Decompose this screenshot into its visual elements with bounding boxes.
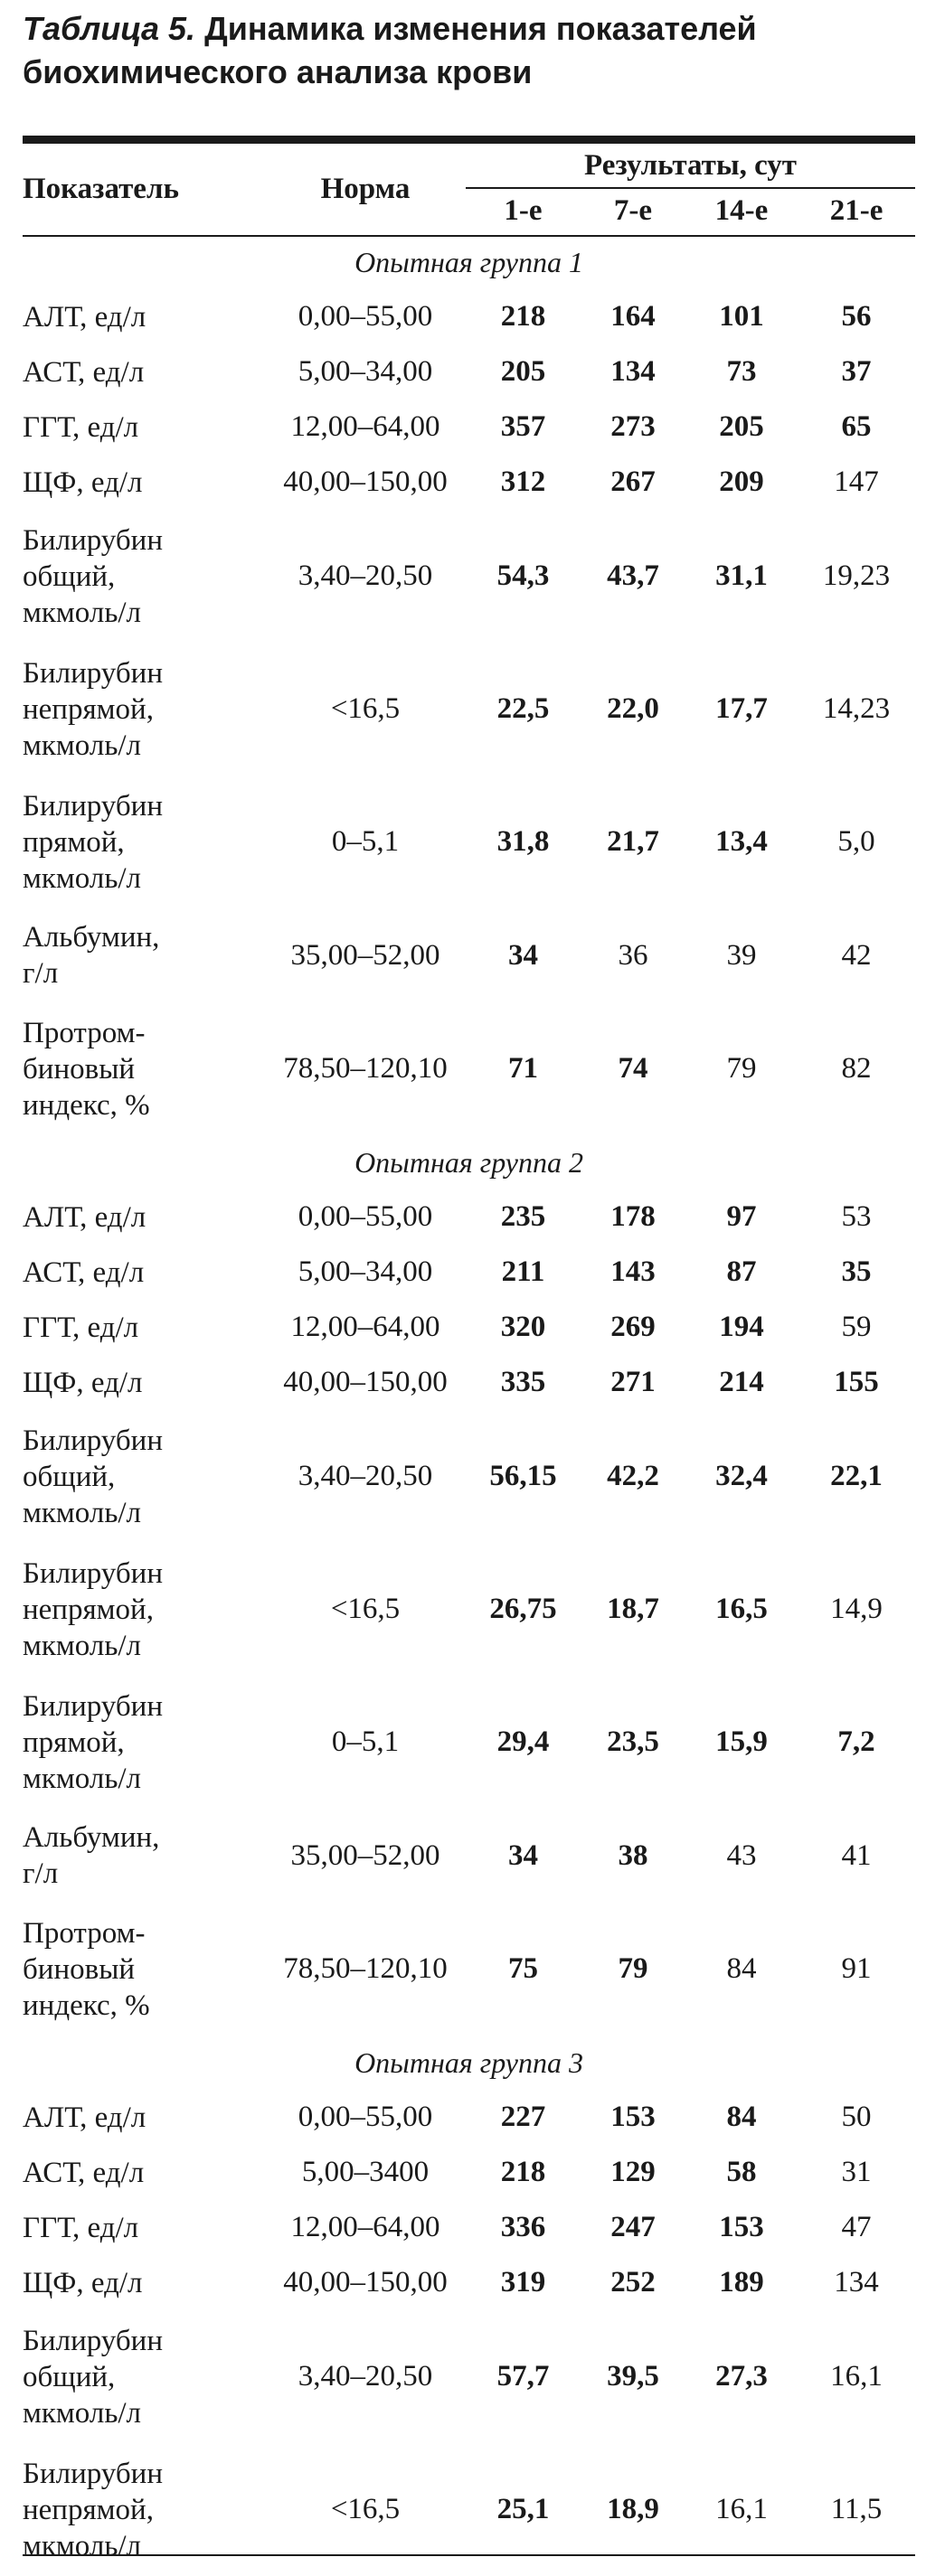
- result-value: 14,9: [830, 1593, 883, 1625]
- param-name: [23, 1903, 265, 2035]
- result-value: 74: [618, 1052, 648, 1085]
- result-value: 25,1: [496, 2493, 550, 2525]
- result-value: 38: [618, 1838, 648, 1872]
- param-name-line: Билирубин: [23, 523, 163, 557]
- caption-line-1: [23, 7, 909, 51]
- param-name-line: мкмоль/л: [23, 2529, 142, 2562]
- result-value: 205: [500, 355, 546, 388]
- result-value: 16,1: [830, 2360, 883, 2393]
- result-value: 22,5: [496, 692, 550, 725]
- table-body: [23, 235, 915, 2576]
- header-day-14: 14-е: [714, 194, 769, 227]
- result-value: 42,2: [607, 1460, 659, 1492]
- table-row: [23, 1189, 915, 1245]
- norm-value: 12,00–64,00: [290, 410, 440, 443]
- param-name: [23, 1543, 265, 1676]
- param-name-line: Альбумин,: [23, 1821, 160, 1854]
- result-value: 73: [726, 355, 757, 388]
- param-name-line: непрямой,: [23, 692, 154, 726]
- result-value: 58: [726, 2156, 757, 2188]
- result-value: 235: [500, 1200, 546, 1233]
- param-name-line: Билирубин: [23, 1424, 163, 1457]
- result-value: 50: [841, 2101, 872, 2133]
- result-value: 53: [841, 1200, 872, 1233]
- group-heading-row: [23, 2035, 915, 2090]
- result-value: 32,4: [715, 1460, 768, 1492]
- result-value: 43: [726, 1838, 757, 1872]
- param-name: [23, 643, 265, 776]
- table-row: [23, 1002, 915, 1135]
- result-value: 247: [610, 2211, 656, 2243]
- param-name: [23, 2200, 265, 2255]
- group-title: Опытная группа 1: [354, 245, 583, 278]
- norm-value: 0,00–55,00: [298, 300, 433, 333]
- result-value: 31: [841, 2156, 872, 2188]
- result-value: 153: [610, 2101, 656, 2133]
- norm-value: 3,40–20,50: [298, 1460, 433, 1492]
- param-name-line: прямой,: [23, 1725, 125, 1759]
- param-name-line: непрямой,: [23, 1593, 154, 1626]
- norm-value: 5,00–34,00: [298, 1255, 433, 1288]
- result-value: 91: [841, 1952, 872, 1985]
- result-value: 56,15: [489, 1460, 557, 1492]
- result-value: 57,7: [496, 2360, 550, 2393]
- param-name-line: АЛТ, ед/л: [23, 2101, 146, 2134]
- result-value: 7,2: [837, 1725, 875, 1758]
- result-value: 227: [500, 2101, 546, 2133]
- result-value: 87: [726, 1255, 757, 1288]
- result-value: 16,5: [715, 1593, 768, 1625]
- param-name-line: Билирубин: [23, 2457, 163, 2490]
- norm-value: <16,5: [330, 692, 401, 725]
- param-name-line: биновый: [23, 1052, 136, 1086]
- param-name-line: ЩФ, ед/л: [23, 465, 143, 499]
- table-row: [23, 1543, 915, 1676]
- param-name: [23, 510, 265, 643]
- result-value: 97: [726, 1200, 757, 1233]
- result-value: 153: [719, 2211, 764, 2243]
- result-value: 54,3: [496, 559, 550, 592]
- group-title: Опытная группа 2: [354, 1145, 583, 1179]
- table-row: [23, 1676, 915, 1809]
- param-name-line: АЛТ, ед/л: [23, 1200, 146, 1234]
- param-name: [23, 2443, 265, 2576]
- param-name-line: мкмоль/л: [23, 729, 142, 762]
- norm-value: 35,00–52,00: [290, 938, 440, 972]
- result-value: 17,7: [715, 692, 768, 725]
- result-value: 29,4: [496, 1725, 550, 1758]
- param-name-line: общий,: [23, 2360, 116, 2393]
- param-name-line: Билирубин: [23, 2324, 163, 2357]
- param-name-line: мкмоль/л: [23, 1762, 142, 1795]
- param-name-line: мкмоль/л: [23, 2396, 142, 2430]
- norm-value: <16,5: [330, 2493, 401, 2525]
- result-value: 129: [610, 2156, 656, 2188]
- param-name-line: АЛТ, ед/л: [23, 300, 146, 334]
- result-value: 79: [726, 1052, 757, 1085]
- result-value: 75: [508, 1952, 538, 1985]
- result-value: 273: [610, 410, 656, 443]
- param-name-line: Билирубин: [23, 1556, 163, 1590]
- param-name-line: г/л: [23, 1857, 59, 1890]
- result-value: 16,1: [715, 2493, 768, 2525]
- result-value: 37: [841, 355, 872, 388]
- param-name: [23, 2090, 265, 2145]
- header-day-1: 1-е: [504, 194, 543, 227]
- biochemistry-table: [23, 144, 915, 2576]
- table-row: [23, 289, 915, 344]
- result-value: 79: [618, 1952, 648, 1985]
- result-value: 39,5: [607, 2360, 659, 2393]
- table-row: [23, 455, 915, 510]
- caption-label: Таблица 5.: [23, 10, 196, 47]
- param-name-line: общий,: [23, 1460, 116, 1493]
- result-value: 84: [726, 1952, 757, 1985]
- norm-value: 12,00–64,00: [290, 1311, 440, 1343]
- norm-value: <16,5: [330, 1593, 401, 1625]
- param-name-line: ГГТ, ед/л: [23, 1311, 139, 1344]
- param-name-line: Билирубин: [23, 656, 163, 690]
- table-row: [23, 1300, 915, 1355]
- group-title: Опытная группа 3: [354, 2045, 583, 2079]
- param-name: [23, 1355, 265, 1410]
- result-value: 56: [841, 300, 872, 333]
- param-name-line: АСТ, ед/л: [23, 2156, 145, 2189]
- result-value: 47: [841, 2211, 872, 2243]
- param-name: [23, 1410, 265, 1543]
- table-row: [23, 643, 915, 776]
- result-value: 34: [508, 1838, 538, 1872]
- header-param: Показатель: [23, 173, 179, 205]
- result-value: 11,5: [830, 2493, 883, 2525]
- table-row: [23, 2443, 915, 2576]
- norm-value: 3,40–20,50: [298, 559, 433, 592]
- param-name: [23, 344, 265, 400]
- result-value: 43,7: [607, 559, 659, 592]
- result-value: 312: [500, 465, 546, 498]
- norm-value: 78,50–120,10: [283, 1052, 448, 1085]
- table-row: [23, 2145, 915, 2200]
- param-name: [23, 289, 265, 344]
- result-value: 41: [841, 1838, 872, 1872]
- param-name-line: Альбумин,: [23, 921, 160, 954]
- group-heading-row: [23, 1135, 915, 1189]
- table-row: [23, 2090, 915, 2145]
- result-value: 13,4: [715, 825, 768, 858]
- param-name: [23, 1002, 265, 1135]
- param-name-line: мкмоль/л: [23, 1629, 142, 1662]
- norm-value: 78,50–120,10: [283, 1952, 448, 1985]
- table-row: [23, 344, 915, 400]
- param-name: [23, 1809, 265, 1903]
- param-name: [23, 2310, 265, 2443]
- result-value: 21,7: [607, 825, 659, 858]
- param-name-line: Билирубин: [23, 789, 163, 823]
- result-value: 22,0: [607, 692, 659, 725]
- result-value: 65: [841, 410, 872, 443]
- header-norm: Норма: [320, 173, 411, 205]
- norm-value: 40,00–150,00: [283, 1366, 448, 1398]
- norm-value: 35,00–52,00: [290, 1838, 440, 1872]
- result-value: 5,0: [837, 825, 875, 858]
- param-name: [23, 776, 265, 908]
- result-value: 15,9: [715, 1725, 768, 1758]
- result-value: 211: [501, 1255, 545, 1288]
- table-row: [23, 1355, 915, 1410]
- result-value: 134: [610, 355, 656, 388]
- param-name: [23, 1676, 265, 1809]
- result-value: 189: [719, 2266, 764, 2299]
- param-name: [23, 455, 265, 510]
- group-heading-row: [23, 235, 915, 289]
- result-value: 26,75: [489, 1593, 557, 1625]
- caption-title-line-2: биохимического анализа крови: [23, 53, 533, 90]
- table-row: [23, 1410, 915, 1543]
- result-value: 269: [610, 1311, 656, 1343]
- table-row: [23, 2200, 915, 2255]
- result-value: 35: [841, 1255, 872, 1288]
- result-value: 82: [841, 1052, 872, 1085]
- result-value: 31,8: [496, 825, 550, 858]
- param-name: [23, 1300, 265, 1355]
- param-name-line: ГГТ, ед/л: [23, 2211, 139, 2244]
- param-name-line: индекс, %: [23, 1988, 150, 2022]
- result-value: 71: [508, 1052, 538, 1085]
- result-value: 267: [610, 465, 656, 498]
- table-row: [23, 510, 915, 643]
- result-value: 205: [719, 410, 764, 443]
- param-name-line: непрямой,: [23, 2493, 154, 2526]
- table-caption: [23, 7, 909, 94]
- param-name-line: прямой,: [23, 825, 125, 859]
- result-value: 31,1: [715, 559, 768, 592]
- result-value: 271: [610, 1366, 656, 1398]
- norm-value: 40,00–150,00: [283, 2266, 448, 2299]
- norm-value: 0,00–55,00: [298, 2101, 433, 2133]
- result-value: 18,7: [607, 1593, 659, 1625]
- table-row: [23, 2255, 915, 2310]
- result-value: 218: [500, 2156, 546, 2188]
- result-value: 320: [500, 1311, 546, 1343]
- result-value: 19,23: [822, 559, 891, 592]
- result-value: 336: [500, 2211, 546, 2243]
- param-name: [23, 2255, 265, 2310]
- norm-value: 3,40–20,50: [298, 2360, 433, 2393]
- param-name-line: индекс, %: [23, 1088, 150, 1122]
- result-value: 319: [500, 2266, 546, 2299]
- result-value: 143: [610, 1255, 656, 1288]
- param-name-line: мкмоль/л: [23, 861, 142, 895]
- result-value: 147: [834, 465, 879, 498]
- table-row: [23, 2310, 915, 2443]
- table-row: [23, 1809, 915, 1903]
- result-value: 39: [726, 938, 757, 972]
- param-name-line: мкмоль/л: [23, 1496, 142, 1529]
- param-name: [23, 1245, 265, 1300]
- norm-value: 40,00–150,00: [283, 465, 448, 498]
- table-row: [23, 400, 915, 455]
- param-name-line: общий,: [23, 559, 116, 593]
- table-row: [23, 1903, 915, 2035]
- result-value: 42: [841, 938, 872, 972]
- result-value: 252: [610, 2266, 656, 2299]
- result-value: 155: [834, 1366, 879, 1398]
- table-row: [23, 1245, 915, 1300]
- result-value: 59: [841, 1311, 872, 1343]
- header-day-21: 21-е: [829, 194, 883, 227]
- norm-value: 0–5,1: [331, 825, 400, 858]
- param-name: [23, 400, 265, 455]
- result-value: 34: [508, 938, 538, 972]
- param-name-line: Билирубин: [23, 1689, 163, 1723]
- result-value: 18,9: [607, 2493, 659, 2525]
- param-name: [23, 1189, 265, 1245]
- norm-value: 0,00–55,00: [298, 1200, 433, 1233]
- result-value: 194: [719, 1311, 764, 1343]
- table-row: [23, 776, 915, 908]
- result-value: 214: [719, 1366, 764, 1398]
- norm-value: 5,00–34,00: [298, 355, 433, 388]
- param-name-line: ГГТ, ед/л: [23, 410, 139, 444]
- result-value: 101: [719, 300, 764, 333]
- param-name: [23, 2145, 265, 2200]
- result-value: 14,23: [822, 692, 891, 725]
- result-value: 178: [610, 1200, 656, 1233]
- result-value: 357: [500, 410, 546, 443]
- result-value: 23,5: [607, 1725, 659, 1758]
- param-name-line: г/л: [23, 957, 59, 990]
- table-row: [23, 908, 915, 1002]
- result-value: 335: [500, 1366, 546, 1398]
- param-name: [23, 908, 265, 1002]
- result-value: 218: [500, 300, 546, 333]
- result-value: 36: [618, 938, 648, 972]
- header-results: Результаты, сут: [584, 148, 798, 182]
- result-value: 84: [726, 2101, 757, 2133]
- norm-value: 0–5,1: [331, 1725, 400, 1758]
- result-value: 22,1: [830, 1460, 883, 1492]
- top-rule: [23, 136, 915, 144]
- param-name-line: Протром-: [23, 1016, 146, 1049]
- param-name-line: ЩФ, ед/л: [23, 2266, 143, 2299]
- caption-title-line-1: Динамика изменения показателей: [204, 10, 757, 47]
- norm-value: 12,00–64,00: [290, 2211, 440, 2243]
- param-name-line: АСТ, ед/л: [23, 1255, 145, 1289]
- param-name-line: биновый: [23, 1952, 136, 1986]
- result-value: 164: [610, 300, 656, 333]
- param-name-line: мкмоль/л: [23, 596, 142, 629]
- norm-value: 5,00–3400: [301, 2156, 430, 2188]
- header-day-7: 7-е: [613, 194, 653, 227]
- param-name-line: АСТ, ед/л: [23, 355, 145, 389]
- result-value: 209: [719, 465, 764, 498]
- param-name-line: ЩФ, ед/л: [23, 1366, 143, 1399]
- table-header: [23, 144, 915, 235]
- result-value: 134: [834, 2266, 879, 2299]
- param-name-line: Протром-: [23, 1916, 146, 1950]
- result-value: 27,3: [715, 2360, 768, 2393]
